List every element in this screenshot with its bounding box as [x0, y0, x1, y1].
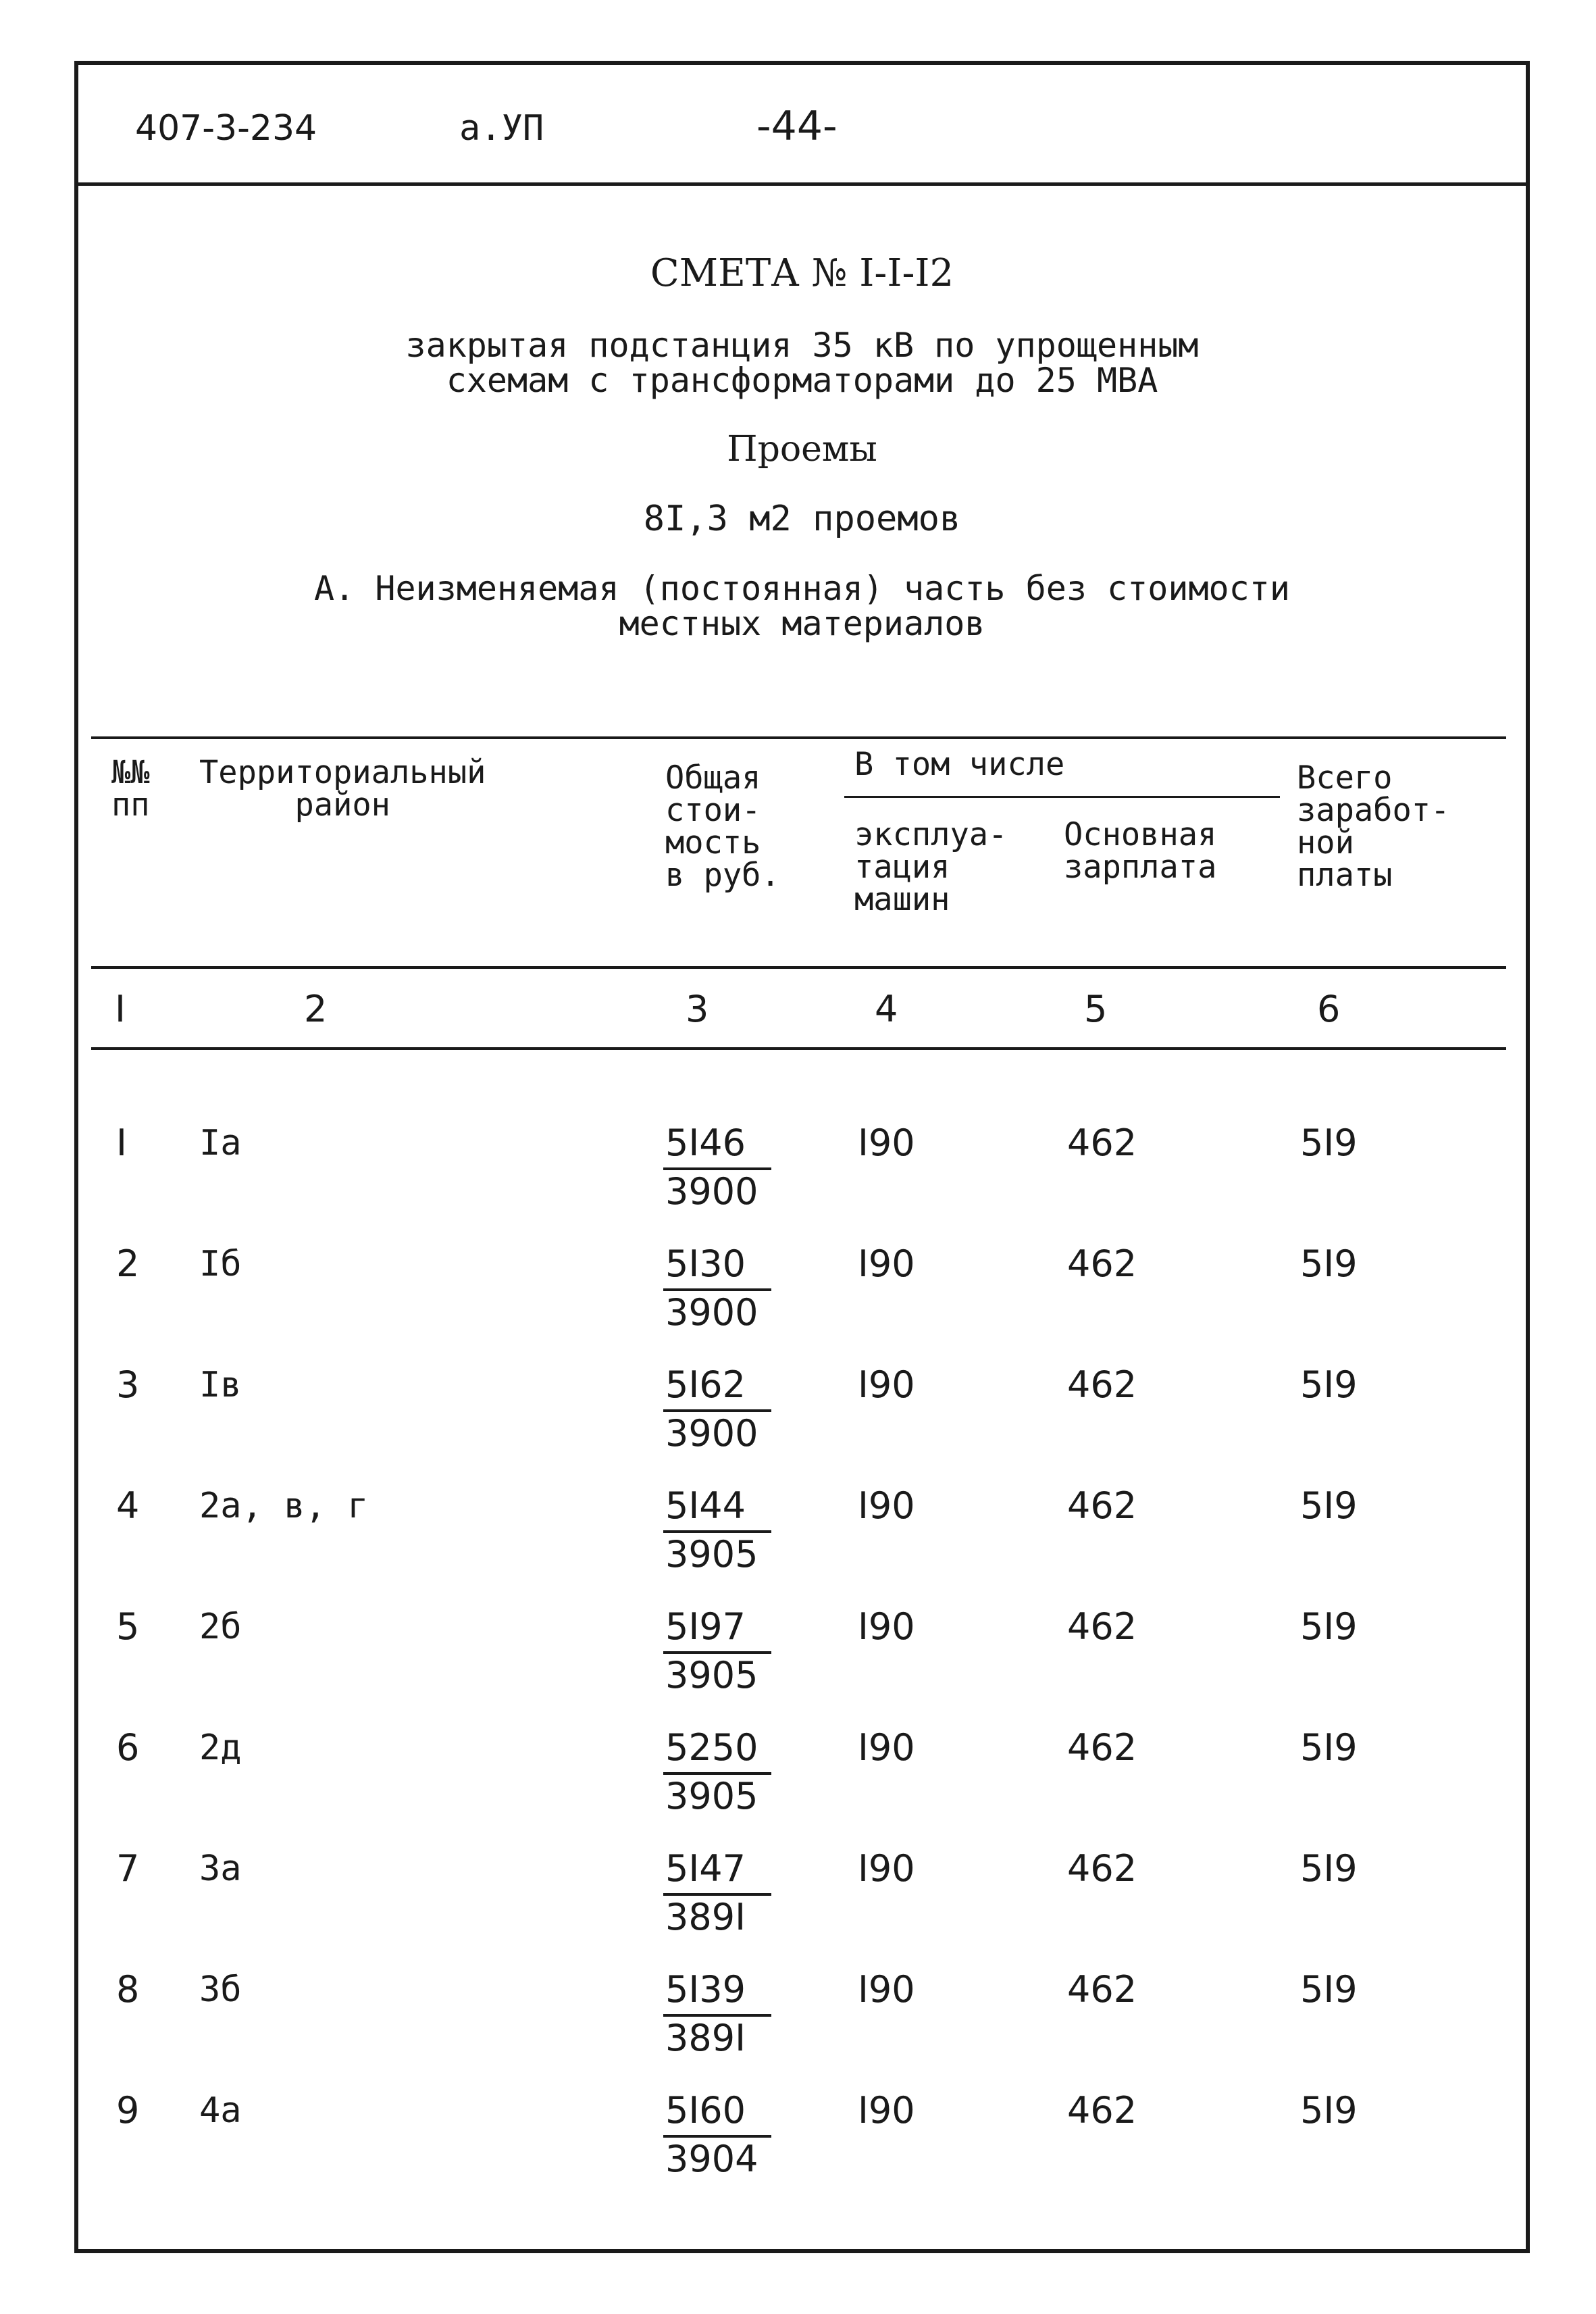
header-divider — [74, 182, 1530, 186]
row-machines: I90 — [858, 1363, 915, 1406]
header-wages: Всего заработ- ной платы — [1297, 759, 1450, 894]
col-number-5: 5 — [1084, 988, 1108, 1030]
row-region: 4а — [199, 2090, 242, 2131]
col-number-3: 3 — [686, 988, 709, 1030]
subtitle-line-1: закрытая подстанция 35 кВ по упрощенным — [405, 326, 1199, 365]
row-wages: 5I9 — [1300, 2089, 1358, 2132]
row-machines: I90 — [858, 1847, 915, 1890]
row-total-sub: 389I — [665, 2017, 746, 2059]
row-salary: 462 — [1067, 1726, 1137, 1769]
row-salary: 462 — [1067, 1847, 1137, 1890]
row-machines: I90 — [858, 2089, 915, 2132]
row-total: 5I39 — [665, 1968, 746, 2011]
header-region: Территориальный район — [199, 754, 486, 824]
part-heading — [74, 571, 1530, 641]
row-wages: 5I9 — [1300, 1605, 1358, 1648]
row-salary: 462 — [1067, 2089, 1137, 2132]
row-region: Iб — [199, 1244, 242, 1284]
header-machines: эксплуа- тация машин — [854, 816, 1008, 918]
row-total-sub: 389I — [665, 1896, 746, 1938]
row-number: I — [116, 1122, 127, 1164]
row-wages: 5I9 — [1300, 1122, 1358, 1164]
including-rule — [844, 796, 1280, 798]
header-including: В том числе — [854, 746, 1065, 783]
col-number-4: 4 — [875, 988, 898, 1030]
row-wages: 5I9 — [1300, 1363, 1358, 1406]
row-total-sub: 3905 — [665, 1654, 758, 1696]
row-machines: I90 — [858, 1968, 915, 2011]
part-line-1: А. Неизменяемая (постоянная) часть без стоимости — [314, 569, 1290, 608]
row-salary: 462 — [1067, 1363, 1137, 1406]
row-number: 8 — [116, 1968, 140, 2011]
table-top-rule — [91, 736, 1506, 739]
section-title: Проемы — [727, 429, 877, 470]
row-total: 5I97 — [665, 1605, 746, 1648]
row-region: 2д — [199, 1728, 242, 1768]
row-machines: I90 — [858, 1726, 915, 1769]
row-machines: I90 — [858, 1484, 915, 1527]
subtitle-block — [74, 328, 1530, 398]
subtitle-line-2: схемам с трансформаторами до 25 МВА — [446, 361, 1158, 400]
row-total-sub: 3900 — [665, 1291, 758, 1334]
page-number: -44- — [756, 103, 838, 150]
row-total: 5I60 — [665, 2089, 746, 2132]
col-numbers-rule — [91, 1047, 1506, 1050]
quantity-line: 8I,3 м2 проемов — [643, 499, 961, 539]
row-total: 5I47 — [665, 1847, 746, 1890]
row-total: 5250 — [665, 1726, 758, 1769]
row-wages: 5I9 — [1300, 1968, 1358, 2011]
album-label: а.УП — [459, 108, 544, 149]
row-wages: 5I9 — [1300, 1484, 1358, 1527]
row-salary: 462 — [1067, 1484, 1137, 1527]
row-machines: I90 — [858, 1242, 915, 1285]
header-salary: Основная зарплата — [1064, 816, 1217, 886]
row-number: 9 — [116, 2089, 140, 2132]
row-total-sub: 3900 — [665, 1170, 758, 1213]
row-total: 5I62 — [665, 1363, 746, 1406]
col-number-1: I — [115, 988, 126, 1030]
row-salary: 462 — [1067, 1605, 1137, 1648]
row-number: 2 — [116, 1242, 140, 1285]
row-wages: 5I9 — [1300, 1726, 1358, 1769]
row-total-sub: 3900 — [665, 1412, 758, 1455]
row-salary: 462 — [1067, 1242, 1137, 1285]
row-machines: I90 — [858, 1122, 915, 1164]
doc-code: 407-3-234 — [135, 108, 317, 149]
row-number: 7 — [116, 1847, 140, 1890]
row-total-sub: 3905 — [665, 1533, 758, 1576]
row-salary: 462 — [1067, 1968, 1137, 2011]
row-total-sub: 3904 — [665, 2138, 758, 2180]
col-number-2: 2 — [304, 988, 328, 1030]
row-salary: 462 — [1067, 1122, 1137, 1164]
header-bottom-rule — [91, 966, 1506, 969]
col-number-6: 6 — [1317, 988, 1341, 1030]
row-region: 3а — [199, 1848, 242, 1889]
header-total: Общая стои- мость в руб. — [665, 759, 780, 894]
row-region: 2а, в, г — [199, 1486, 369, 1526]
estimate-title: СМЕТА № I-I-I2 — [650, 251, 954, 295]
row-region: Iа — [199, 1123, 242, 1163]
row-number: 3 — [116, 1363, 140, 1406]
row-region: Iв — [199, 1365, 242, 1405]
row-total: 5I46 — [665, 1122, 746, 1164]
row-machines: I90 — [858, 1605, 915, 1648]
row-number: 6 — [116, 1726, 140, 1769]
row-number: 4 — [116, 1484, 140, 1527]
header-num: №№ пп — [111, 754, 150, 824]
row-wages: 5I9 — [1300, 1847, 1358, 1890]
part-line-2: местных материалов — [619, 604, 985, 643]
row-total: 5I30 — [665, 1242, 746, 1285]
row-region: 3б — [199, 1969, 242, 2010]
row-total-sub: 3905 — [665, 1775, 758, 1817]
row-wages: 5I9 — [1300, 1242, 1358, 1285]
row-number: 5 — [116, 1605, 140, 1648]
row-total: 5I44 — [665, 1484, 746, 1527]
row-region: 2б — [199, 1607, 242, 1647]
